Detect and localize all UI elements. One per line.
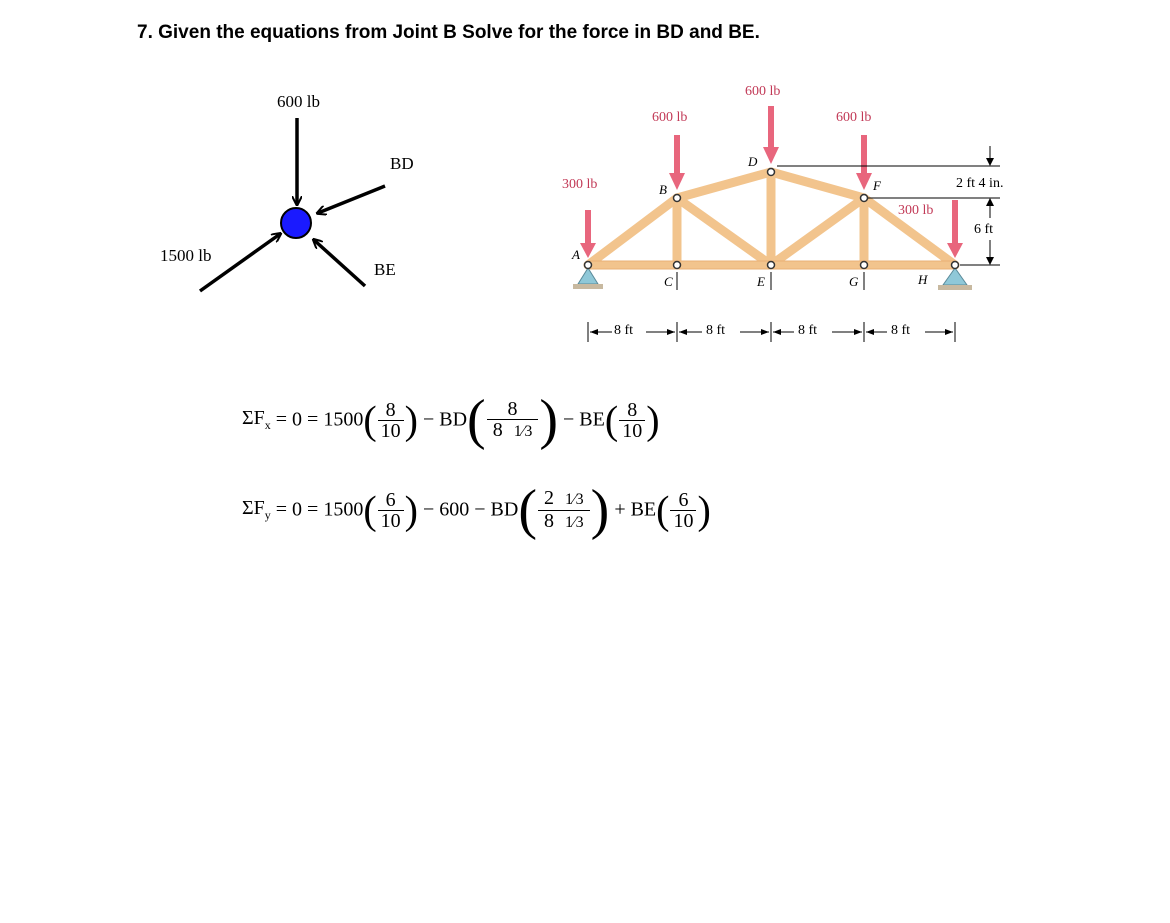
- eq2-sub: y: [264, 508, 271, 522]
- free-body-diagram: [200, 118, 385, 291]
- node-b-label: B: [659, 182, 667, 197]
- node-d-label: D: [748, 154, 758, 169]
- node-c-label: C: [664, 274, 673, 289]
- node-b-pin: [674, 195, 681, 202]
- eq2-eq: = 0 = 1500: [275, 498, 364, 521]
- node-e-pin: [768, 262, 775, 269]
- truss-load-d-label: 600 lb: [745, 84, 781, 99]
- support-a: [573, 268, 603, 289]
- support-h: [938, 268, 972, 290]
- fbd-bd-label: BD: [390, 154, 414, 173]
- eq1-term-be: − BE: [563, 408, 605, 431]
- node-h-pin: [952, 262, 959, 269]
- load-h-arrow: [947, 200, 963, 258]
- height-top-label: 2 ft 4 in.: [956, 176, 1004, 191]
- equation-sum-fy: $\Sigma F_y = 0 = 1500$( $\frac{6}{10}$ ) − 600 − BD( $\frac{2 1⁄3}{8 1⁄3}$ ) + BE( $\frac{6}{10}$ ): [242, 479, 711, 541]
- joint-b-circle: [281, 208, 311, 238]
- force-1500-arrow: [200, 234, 280, 291]
- load-b-arrow: [669, 135, 685, 190]
- node-a-pin: [585, 262, 592, 269]
- load-a-arrow: [580, 210, 596, 258]
- eq2-lhs: ΣF: [242, 497, 265, 519]
- truss-load-a-label: 300 lb: [562, 177, 598, 192]
- load-f-arrow: [856, 135, 872, 190]
- fbd-load-left-label: 1500 lb: [160, 246, 212, 265]
- eq2-term-be: + BE: [614, 498, 657, 521]
- span-4-label: 8 ft: [891, 323, 911, 338]
- eq2-fraction-2: $\frac{2 1⁄3}{8 1⁄3}$: [538, 488, 590, 533]
- eq1-fraction-1: $\frac{8}{10}$: [378, 400, 404, 441]
- node-f-pin: [861, 195, 868, 202]
- node-a-label: A: [572, 247, 580, 262]
- force-bd-arrow: [318, 186, 385, 213]
- node-e-label: E: [757, 274, 765, 289]
- eq1-eq: = 0 = 1500: [275, 408, 364, 431]
- truss-load-f-label: 600 lb: [836, 110, 872, 125]
- eq1-fraction-3: $\frac{8}{10}$: [619, 400, 645, 441]
- truss-load-b-label: 600 lb: [652, 110, 688, 125]
- span-3-label: 8 ft: [798, 323, 818, 338]
- span-1-label: 8 ft: [614, 323, 634, 338]
- eq1-term-bd: − BD: [422, 408, 468, 431]
- fbd-be-label: BE: [374, 260, 396, 279]
- equation-sum-fx: $\Sigma F_x = 0 = 1500$( $\frac{8}{10}$ ) − BD( $\frac{8}{8 1⁄3}$ ) − BE( $\frac{8}{10}$ ): [242, 389, 660, 451]
- node-h-label: H: [918, 272, 928, 287]
- question-text: 7. Given the equations from Joint B Solve for the force in BD and BE.: [137, 22, 760, 43]
- node-d-pin: [768, 169, 775, 176]
- height-bottom-label: 6 ft: [974, 222, 994, 237]
- eq1-fraction-2: $\frac{8}{8 1⁄3}$: [487, 399, 539, 442]
- load-d-arrow: [763, 106, 779, 164]
- node-g-label: G: [849, 274, 859, 289]
- node-c-pin: [674, 262, 681, 269]
- span-2-label: 8 ft: [706, 323, 726, 338]
- eq1-lhs: ΣF: [242, 407, 265, 429]
- node-g-pin: [861, 262, 868, 269]
- truss-load-h-label: 300 lb: [898, 203, 934, 218]
- force-be-arrow: [314, 240, 365, 286]
- truss-diagram: [573, 106, 1000, 342]
- eq2-fraction-1: $\frac{6}{10}$: [378, 490, 404, 531]
- eq2-fraction-3: $\frac{6}{10}$: [670, 490, 696, 531]
- fbd-load-top-label: 600 lb: [277, 92, 320, 111]
- eq2-term-bd: − 600 − BD: [422, 498, 519, 521]
- node-f-label: F: [873, 178, 881, 193]
- eq1-sub: x: [264, 418, 271, 432]
